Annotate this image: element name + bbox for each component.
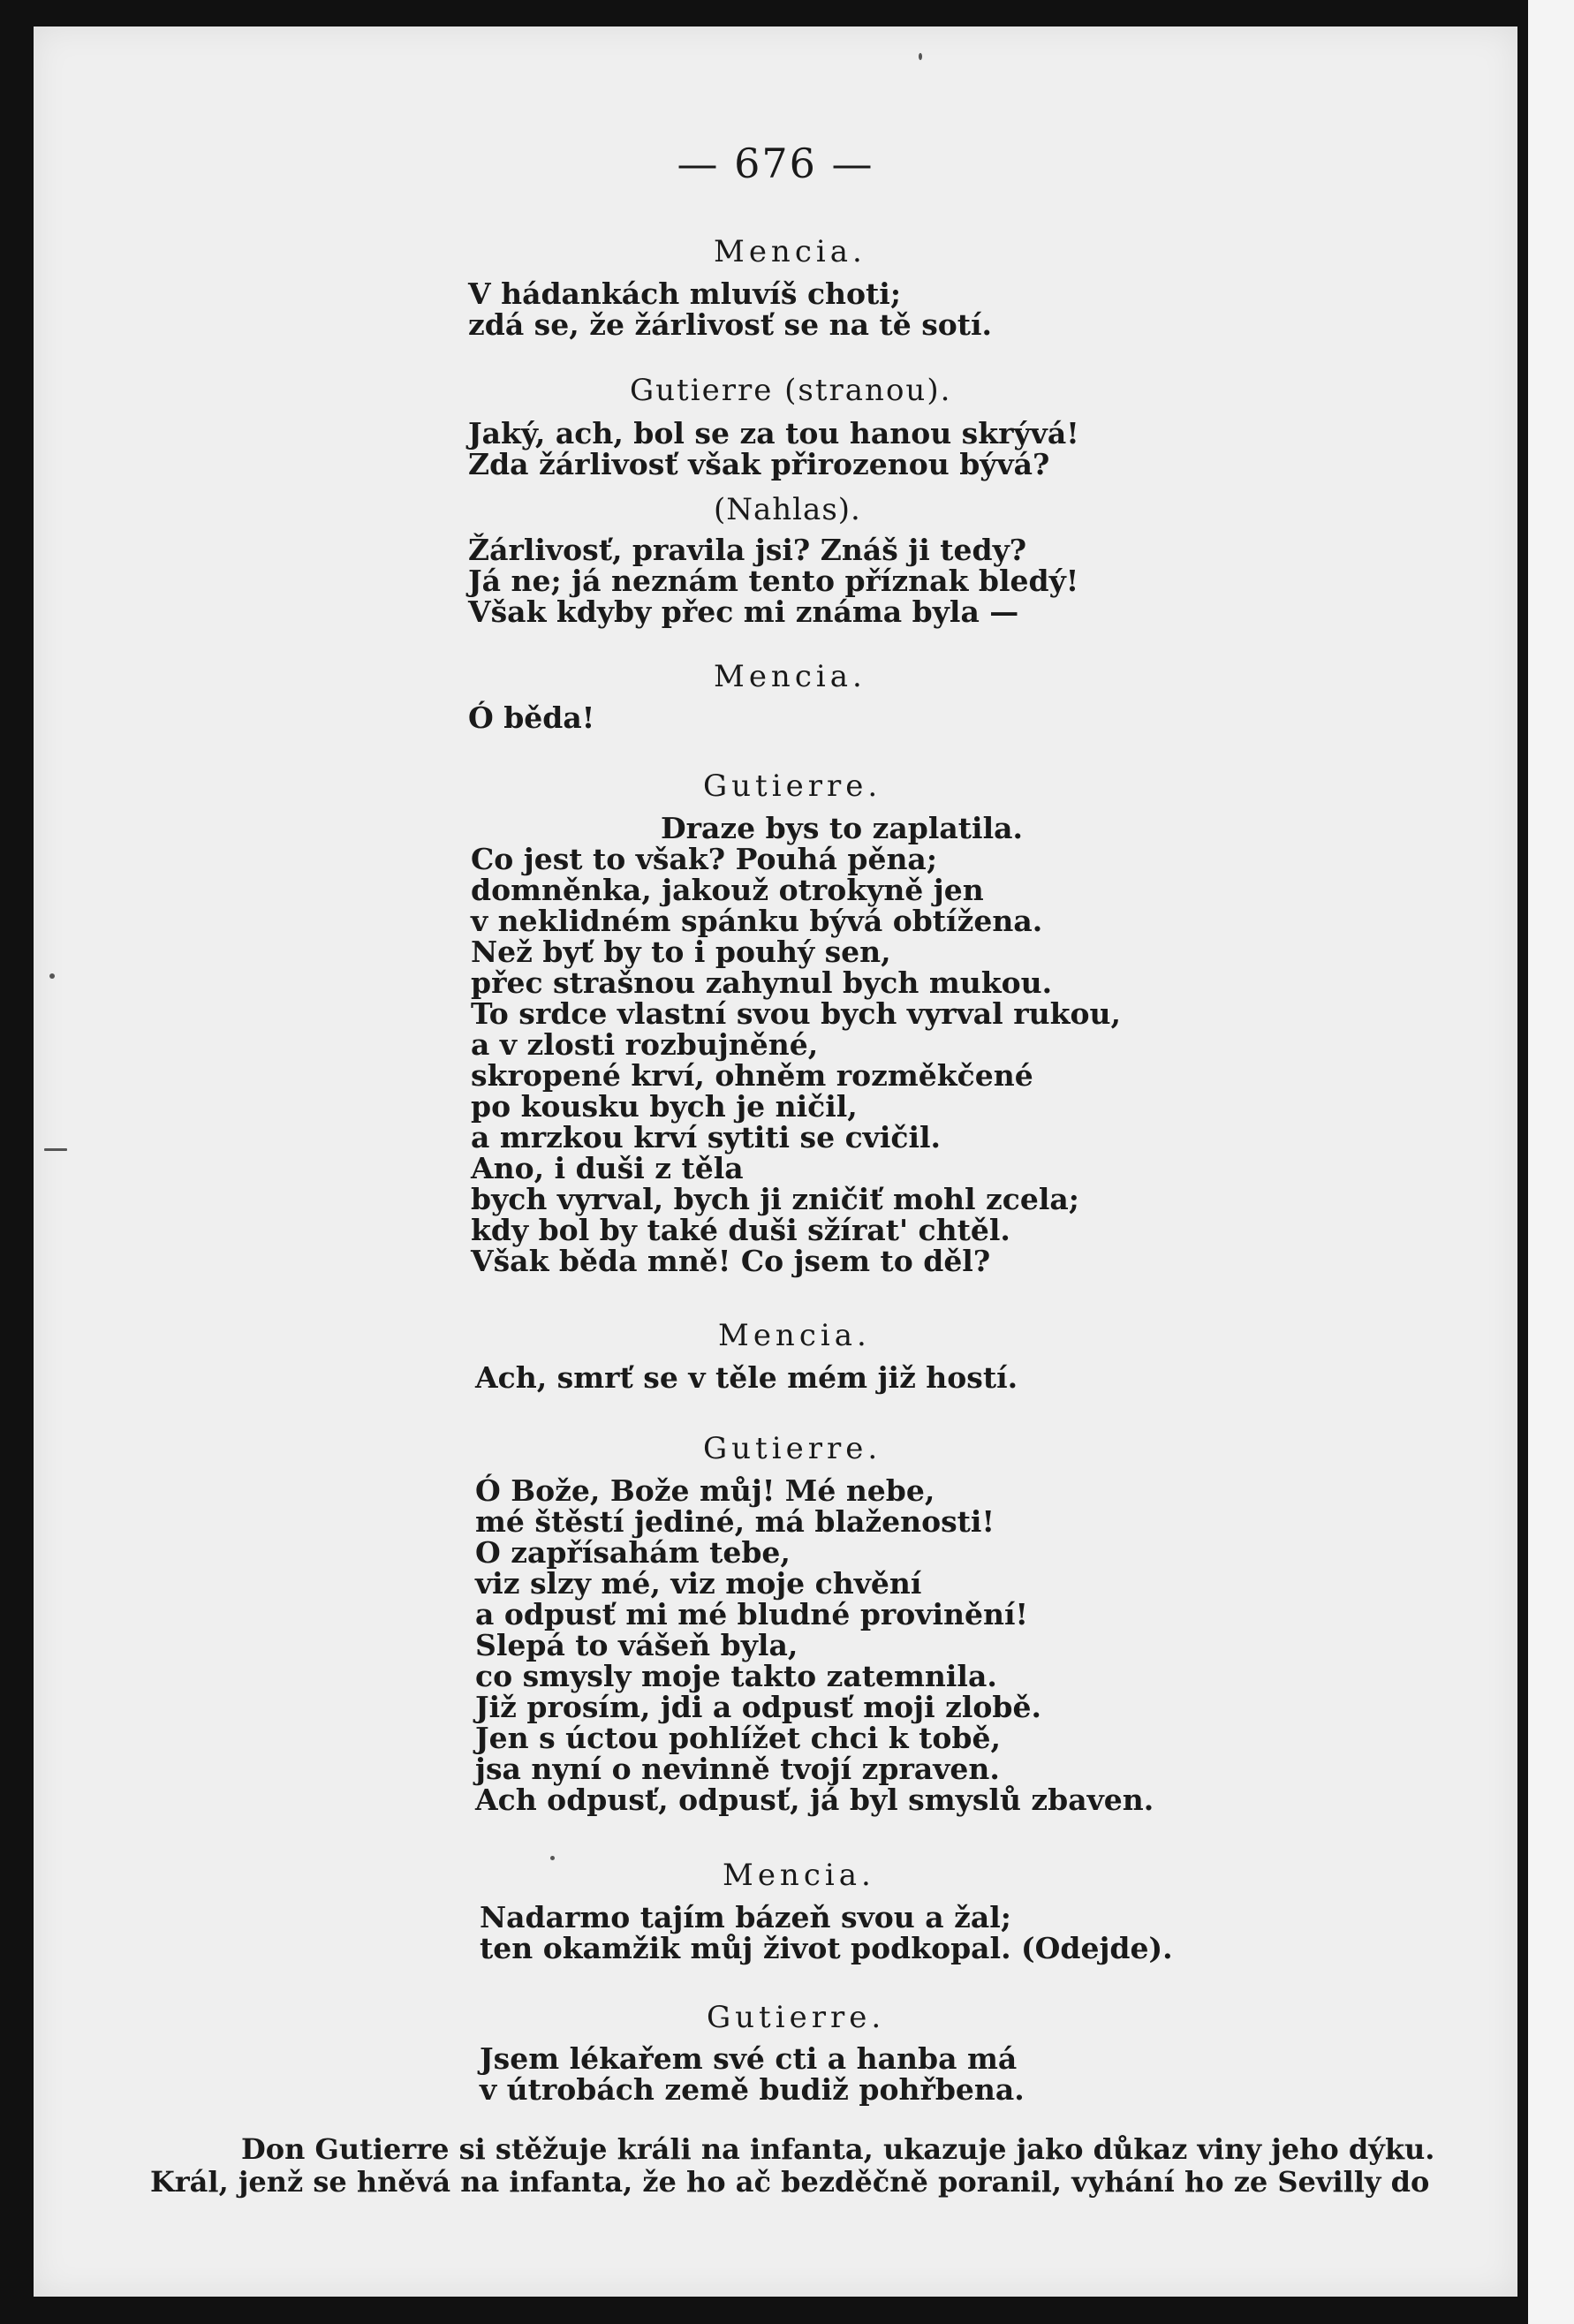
speaker-name: Gutierre.: [703, 768, 882, 804]
page-number: — 676 —: [677, 140, 874, 187]
speck-mark: [919, 53, 922, 60]
verse-line: Ó Bože, Bože můj! Mé nebe,: [475, 1473, 935, 1508]
verse-line: po kousku bych je ničil,: [471, 1089, 858, 1124]
speaker-name: Gutierre.: [707, 2000, 886, 2035]
verse-line: O zapřísahám tebe,: [475, 1535, 791, 1570]
verse-line: domněnka, jakouž otrokyně jen: [471, 873, 984, 907]
speaker-name: Gutierre.: [703, 1431, 882, 1466]
verse-line: Jen s úctou pohlížet chci k tobě,: [475, 1721, 1001, 1755]
verse-line: Ach odpusť, odpusť, já byl smyslů zbaven.: [475, 1783, 1154, 1817]
verse-line: Již prosím, jdi a odpusť moji zlobě.: [475, 1690, 1041, 1724]
verse-line: v útrobách země budiž pohřbena.: [480, 2072, 1025, 2107]
verse-line: Ano, i duši z těla: [471, 1151, 744, 1185]
speaker-name: Gutierre (stranou).: [630, 373, 952, 408]
verse-line: Jsem lékařem své cti a hanba má: [480, 2041, 1018, 2076]
speaker-name: Mencia.: [718, 1318, 871, 1353]
verse-line: Než byť by to i pouhý sen,: [471, 935, 891, 969]
verse-line: bych vyrval, bych ji zničiť mohl zcela;: [471, 1182, 1079, 1216]
verse-line: přec strašnou zahynul bych mukou.: [471, 965, 1053, 1000]
verse-line: Ó běda!: [468, 700, 595, 735]
stage-direction: (Nahlas).: [714, 492, 861, 527]
speaker-name: Mencia.: [714, 659, 866, 694]
verse-line: ten okamžik můj život podkopal. (Odejde).: [480, 1931, 1173, 1965]
verse-line: Nadarmo tajím bázeň svou a žal;: [480, 1900, 1011, 1934]
verse-line: To srdce vlastní svou bych vyrval rukou,: [471, 996, 1121, 1031]
verse-line: a v zlosti rozbujněné,: [471, 1027, 819, 1062]
verse-line: co smysly moje takto zatemnila.: [475, 1659, 997, 1693]
prose-line: Don Gutierre si stěžuje králi na infanta, ukazuje jako důkaz viny jeho dýku.: [241, 2132, 1435, 2166]
verse-line: v neklidném spánku bývá obtížena.: [471, 904, 1043, 938]
verse-line: V hádankách mluvíš choti;: [468, 276, 902, 311]
prose-line: Král, jenž se hněvá na infanta, že ho ač bezděčně poranil, vyhání ho ze Sevilly do: [150, 2165, 1430, 2199]
verse-line: Ach, smrť se v těle mém již hostí.: [475, 1360, 1018, 1395]
verse-line: kdy bol by také duši sžírat' chtěl.: [471, 1213, 1010, 1247]
verse-line: skropené krví, ohněm rozměkčené: [471, 1058, 1033, 1093]
verse-line: a mrzkou krví sytiti se cvičil.: [471, 1120, 942, 1154]
speck-mark: [49, 973, 55, 979]
verse-line: Co jest to však? Pouhá pěna;: [471, 842, 937, 876]
verse-line: Však kdyby přec mi známa byla —: [468, 594, 1019, 629]
speaker-name: Mencia.: [714, 234, 866, 269]
adjacent-page-edge: [1528, 0, 1574, 2324]
verse-line: Já ne; já neznám tento příznak bledý!: [468, 564, 1079, 598]
verse-line: Draze bys to zaplatila.: [661, 811, 1023, 845]
speaker-name: Mencia.: [723, 1858, 875, 1893]
speck-mark: [44, 1148, 67, 1151]
verse-line: Jaký, ach, bol se za tou hanou skrývá!: [468, 416, 1079, 450]
verse-line: a odpusť mi mé bludné provinění!: [475, 1597, 1029, 1631]
book-page: [34, 26, 1517, 2297]
verse-line: Slepá to vášeň byla,: [475, 1628, 798, 1662]
verse-line: viz slzy mé, viz moje chvění: [475, 1566, 922, 1601]
verse-line: jsa nyní o nevinně tvojí zpraven.: [475, 1752, 1000, 1786]
speck-mark: [550, 1856, 555, 1860]
verse-line: zdá se, že žárlivosť se na tě sotí.: [468, 307, 993, 342]
verse-line: Žárlivosť, pravila jsi? Znáš ji tedy?: [468, 533, 1027, 567]
verse-line: mé štěstí jediné, má blaženosti!: [475, 1504, 995, 1539]
page-content: [34, 26, 1517, 2297]
verse-line: Zda žárlivosť však přirozenou bývá?: [468, 447, 1050, 481]
verse-line: Však běda mně! Co jsem to děl?: [471, 1244, 991, 1278]
